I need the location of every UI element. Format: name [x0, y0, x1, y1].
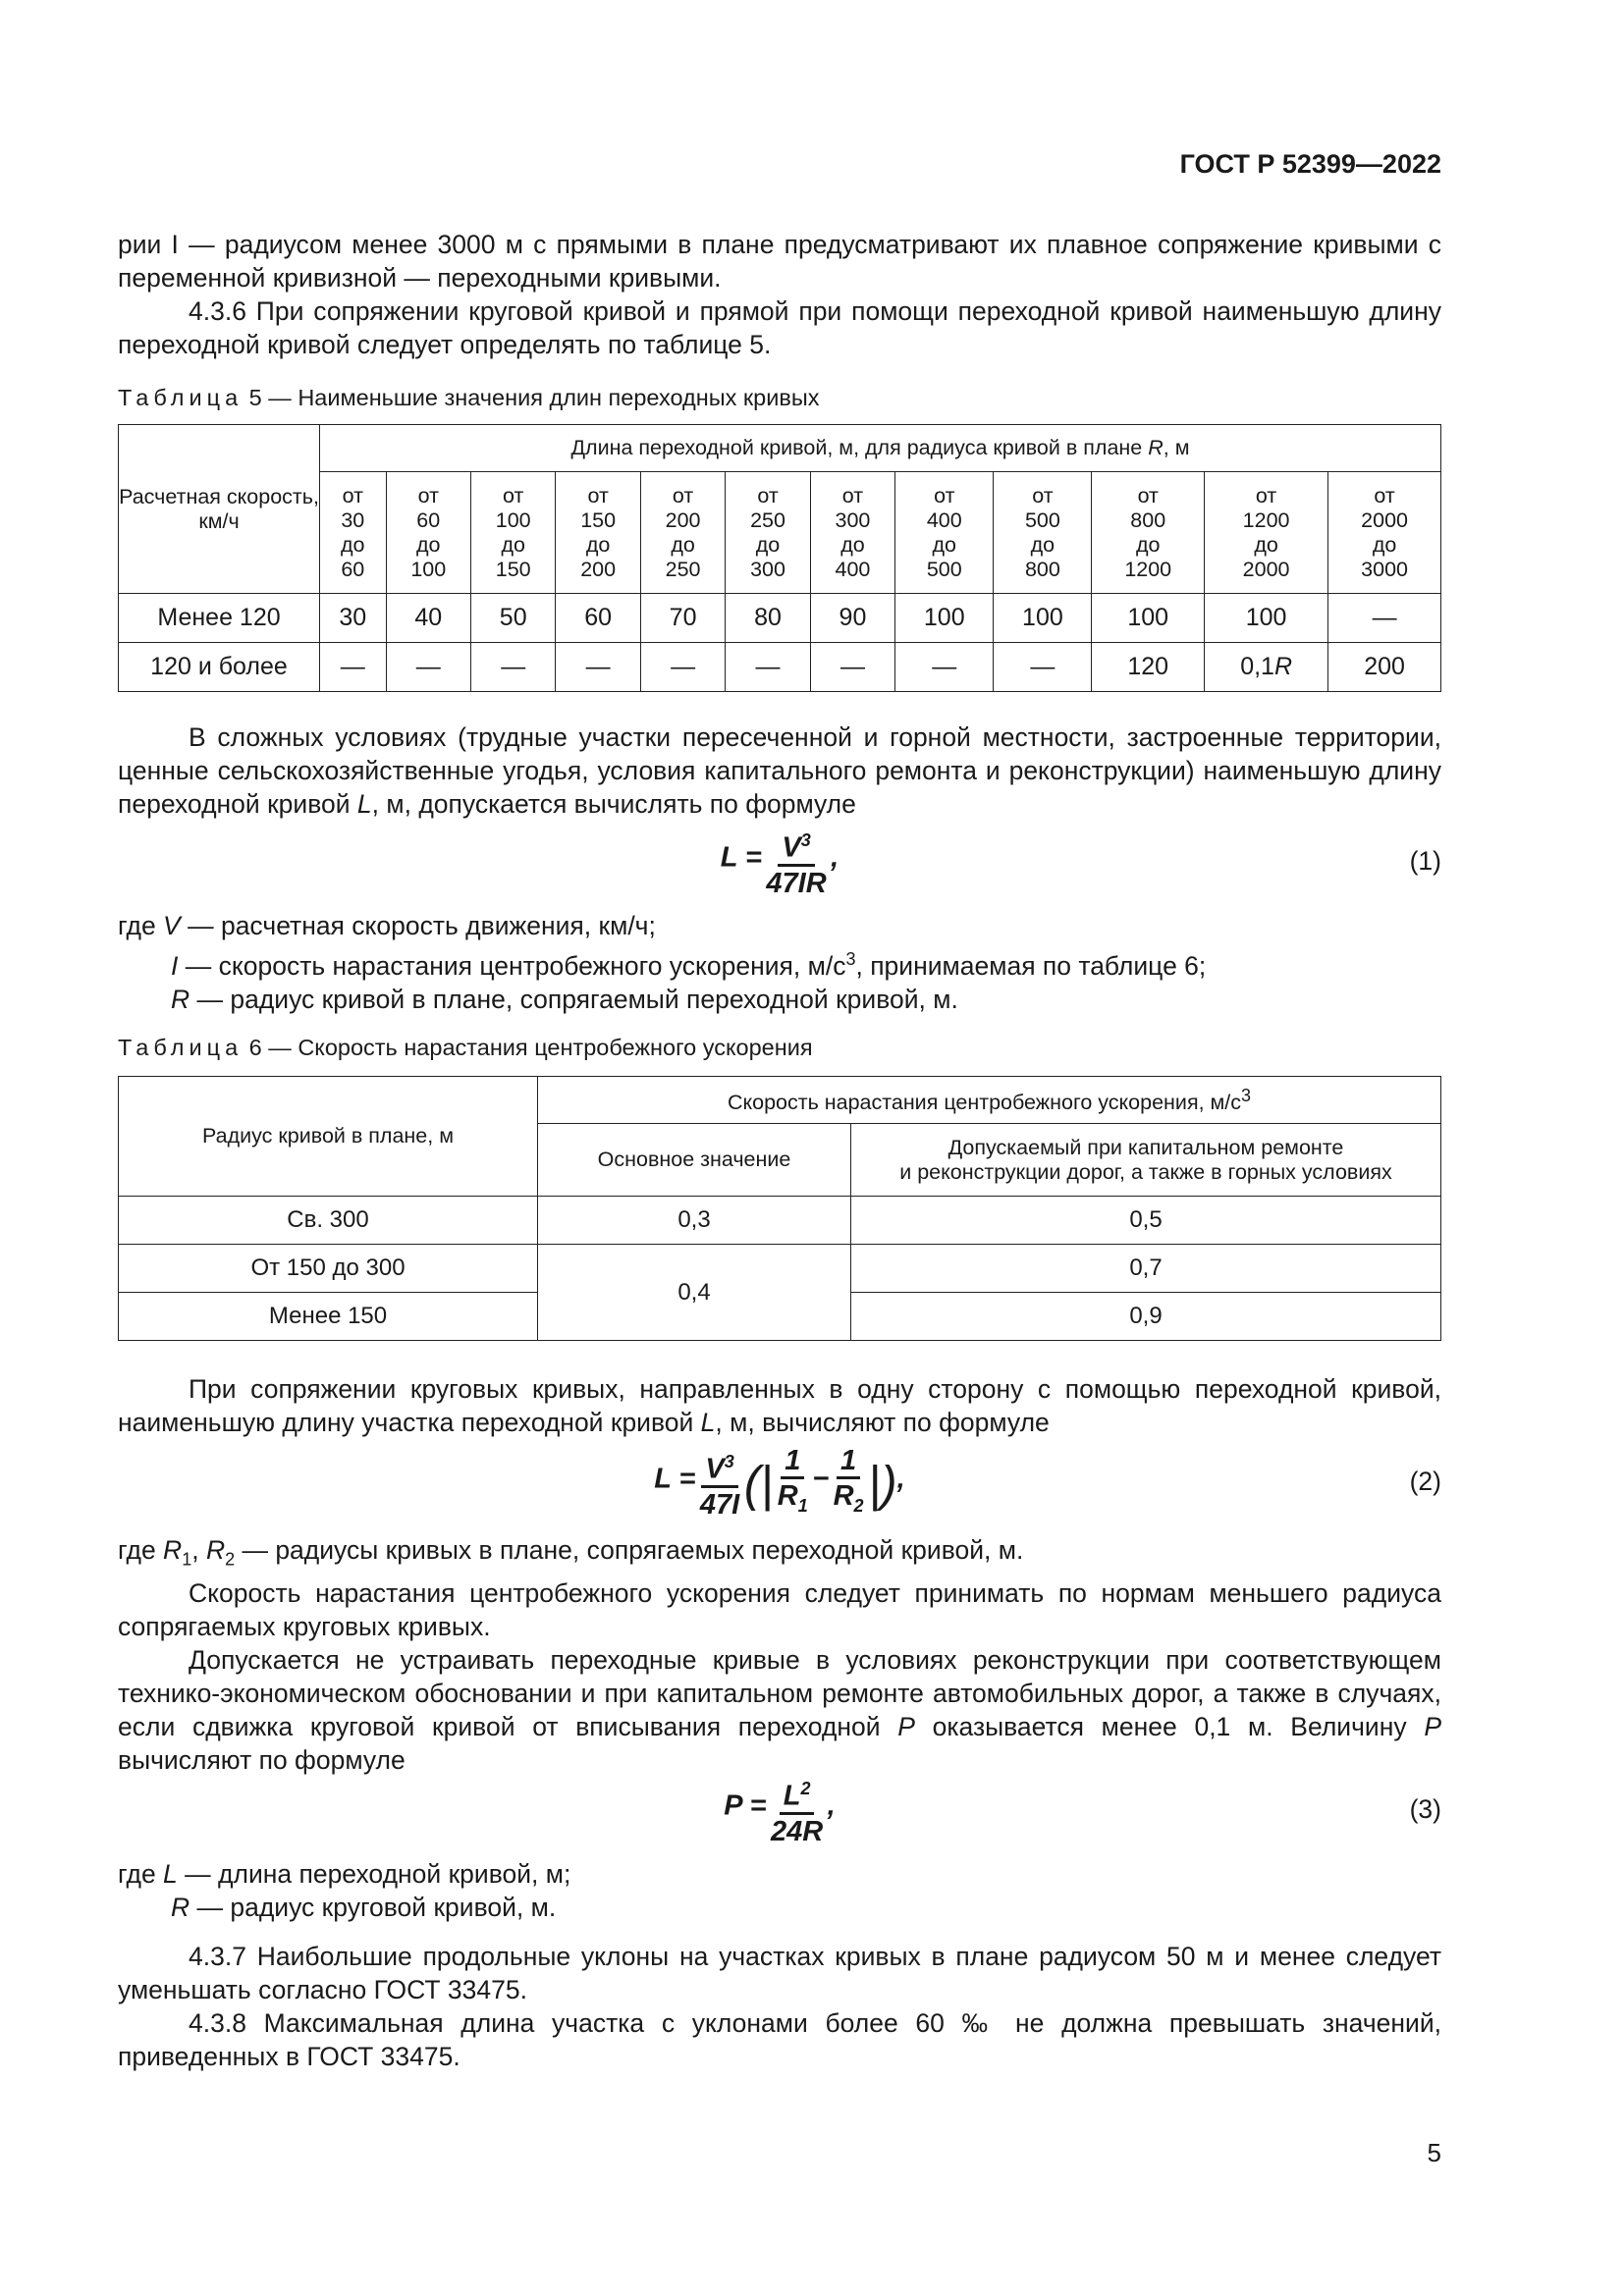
- body-para4: [118, 1372, 1441, 1439]
- paragraph-same-direction: При сопряжении круговых кривых, направленных в одну сторону с помощью переходной кривой, наименьшую длину участка переходной кривой L, м, вычисляют по формуле: [118, 1374, 1441, 1437]
- table5-range-header: от 250 до 300: [726, 472, 810, 594]
- table5-caption: Таблица 5 — Наименьшие значения длин переходных кривых: [118, 385, 820, 410]
- fraction: $\frac{1}{R_1}$: [777, 1445, 808, 1516]
- body-top: [118, 228, 1441, 361]
- table5-range-header: от 1200 до 2000: [1205, 472, 1328, 594]
- table5: [118, 424, 1441, 692]
- table6-cell: Св. 300: [119, 1197, 538, 1245]
- table5-cell: —: [1328, 594, 1441, 643]
- table5-range-header: от 30 до 60: [320, 472, 387, 594]
- table6-cell: 0,9: [851, 1293, 1441, 1341]
- table5-cell: 200: [1328, 643, 1441, 692]
- page-number: 5: [1427, 2138, 1441, 2167]
- table5-range-header: от 400 до 500: [895, 472, 994, 594]
- where-2: где $R_1$, $R_2$ — радиусы кривых в плане, сопрягаемых переходной кривой, м.: [118, 1535, 1024, 1570]
- where-line: где L — длина переходной кривой, м;: [118, 1859, 571, 1889]
- table5-cell: 40: [386, 594, 470, 643]
- table5-cell: 90: [810, 594, 894, 643]
- table5-range-header: от 60 до 100: [386, 472, 470, 594]
- table5-cell: 100: [994, 594, 1092, 643]
- fraction: $\frac{V^3}{47IR}$: [766, 825, 826, 900]
- table6: [118, 1076, 1441, 1341]
- table5-cell: 50: [470, 594, 555, 643]
- paragraph-4-3-6: 4.3.6 При сопряжении круговой кривой и прямой при помощи переходной кривой наименьшую длину переходной кривой следует определять по таблице 5.: [118, 296, 1441, 359]
- table5-row-label: 120 и более: [119, 643, 320, 692]
- document-header: ГОСТ Р 52399—2022: [1179, 149, 1441, 179]
- table5-cell: —: [386, 643, 470, 692]
- table5-cell: —: [895, 643, 994, 692]
- where-list-3: [118, 1857, 1441, 1924]
- table5-cell: 60: [556, 594, 640, 643]
- table6-sub1: Основное значение: [538, 1124, 851, 1197]
- formula-1: L = $\frac{V^3}{47IR}$ , (1): [118, 825, 1441, 903]
- paragraph-4-3-8: 4.3.8 Максимальная длина участка с уклонами более 60 ‰ не должна превышать значений, приведенных в ГОСТ 33475.: [118, 2008, 1441, 2071]
- table5-row: [119, 594, 1441, 643]
- fraction: $\frac{1}{R_2}$: [833, 1445, 864, 1516]
- formula-number: (1): [1409, 846, 1441, 876]
- paragraph-complex: В сложных условиях (трудные участки пересеченной и горной местности, застроенные территории, ценные сельскохозяйственные угодья, условия капитального ремонта и реконструкции) наименьшую длину переходной кривой L, м, допускается вычислять по формуле: [118, 722, 1441, 819]
- body-bottom: [118, 1940, 1441, 2073]
- body-mid: [118, 721, 1441, 821]
- table6-cell: От 150 до 300: [119, 1245, 538, 1293]
- body-para5-6: [118, 1576, 1441, 1777]
- table5-cell: —: [320, 643, 387, 692]
- table5-row-header: Расчетная скорость, км/ч: [119, 425, 320, 594]
- table5-cell: —: [810, 643, 894, 692]
- where-line: где V — расчетная скорость движения, км/ч;: [118, 911, 656, 940]
- table5-cell: 0,1R: [1205, 643, 1328, 692]
- table5-cell: 100: [895, 594, 994, 643]
- table5-cell: 80: [726, 594, 810, 643]
- formula-number: (2): [1409, 1467, 1441, 1496]
- table5-cell: —: [470, 643, 555, 692]
- fraction: $\frac{V^3}{47I}$: [700, 1446, 739, 1522]
- where-line: R — радиус круговой кривой, м.: [171, 1893, 557, 1922]
- table6-cell: 0,7: [851, 1245, 1441, 1293]
- fraction: $\frac{L^2}{24R}$: [771, 1773, 823, 1848]
- table5-cell: —: [556, 643, 640, 692]
- formula-3: P = $\frac{L^2}{24R}$ , (3): [118, 1773, 1441, 1851]
- table6-cell: Менее 150: [119, 1293, 538, 1341]
- table5-range-header: от 150 до 200: [556, 472, 640, 594]
- formula-2: L = $\frac{V^3}{47I}$ (| $\frac{1}{R_1}$ − $\frac{1}{R_2}$ |), (2): [118, 1445, 1441, 1523]
- where-list-1: [118, 909, 1441, 1016]
- formula-number: (3): [1409, 1794, 1441, 1824]
- table5-range-header: от 2000 до 3000: [1328, 472, 1441, 594]
- table5-cell: 70: [640, 594, 725, 643]
- table5-cell: 100: [1205, 594, 1328, 643]
- where-line: R — радиус кривой в плане, сопрягаемый переходной кривой, м.: [171, 984, 958, 1014]
- table6-cell: 0,3: [538, 1197, 851, 1245]
- table6-sub2: Допускаемый при капитальном ремонте и реконструкции дорог, а также в горных условиях: [851, 1124, 1441, 1197]
- table6-cell: 0,5: [851, 1197, 1441, 1245]
- table5-cell: 100: [1092, 594, 1205, 643]
- table5-group-header: Длина переходной кривой, м, для радиуса кривой в плане R, м: [320, 425, 1441, 472]
- table6-group-header: Скорость нарастания центробежного ускорения, $м/с^3$: [538, 1077, 1441, 1124]
- table5-range-header: от 500 до 800: [994, 472, 1092, 594]
- table5-range-header: от 100 до 150: [470, 472, 555, 594]
- table6-cell: 0,4: [538, 1245, 851, 1341]
- table6-col1-header: Радиус кривой в плане, м: [119, 1077, 538, 1197]
- table5-block: [118, 383, 1441, 692]
- table5-range-header: от 800 до 1200: [1092, 472, 1205, 594]
- table5-cell: —: [640, 643, 725, 692]
- table5-range-header: от 300 до 400: [810, 472, 894, 594]
- table5-cell: —: [726, 643, 810, 692]
- table5-row: [119, 643, 1441, 692]
- table5-cell: 30: [320, 594, 387, 643]
- where-line: I — скорость нарастания центробежного ускорения, $м/с^3$, принимаемая по таблице 6;: [171, 949, 1207, 981]
- table5-range-header: от 200 до 250: [640, 472, 725, 594]
- table5-cell: —: [994, 643, 1092, 692]
- table5-cell: 120: [1092, 643, 1205, 692]
- table5-row-label: Менее 120: [119, 594, 320, 643]
- paragraph-norms: Скорость нарастания центробежного ускорения следует принимать по нормам меньшего радиуса сопрягаемых круговых кривых.: [118, 1578, 1441, 1641]
- table6-block: [118, 1033, 1441, 1341]
- table6-caption: Таблица 6 — Скорость нарастания центробежного ускорения: [118, 1035, 813, 1060]
- paragraph-shift: Допускается не устраивать переходные кривые в условиях реконструкции при соответствующем технико-экономическом обосновании и при капитальном ремонте автомобильных дорог, а также в случаях, если сдвижка круговой кривой от вписывания переходной P оказывается менее 0,1 м. Величину P вычисляют по формуле: [118, 1645, 1441, 1775]
- paragraph: рии I — радиусом менее 3000 м с прямыми в плане предусматривают их плавное сопряжение кривыми с переменной кривизной — переходными кривыми.: [118, 230, 1441, 293]
- paragraph-4-3-7: 4.3.7 Наибольшие продольные уклоны на участках кривых в плане радиусом 50 м и менее следует уменьшать согласно ГОСТ 33475.: [118, 1942, 1441, 2004]
